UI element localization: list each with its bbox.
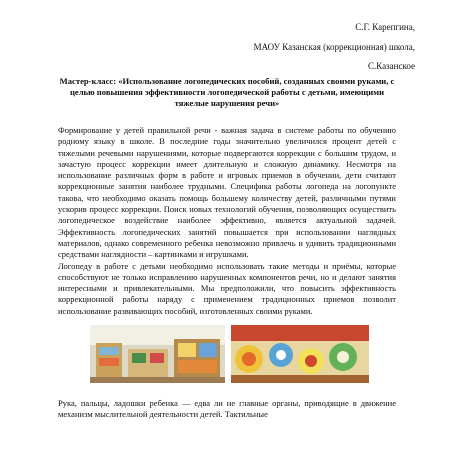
paragraph-3: Рука, пальцы, ладошки ребенка — едва ли не главные органы, приводящие в движение механизм мыслительной деятельности детей. Тактильные [58, 398, 396, 420]
author-name: С.Г. Карепгина, [355, 22, 415, 32]
paragraph-1: Формирование у детей правильной речи - важная задача в системе работы по обучению родному языку в школе. В последние годы значительно увеличился процент детей с тяжелыми речевыми нарушениями, которые подвергаются коррекции с большим трудом, и зачастую процесс коррекции имеет длительную и сложную динамику. Несмотря на использование различных форм в работе и игровых приемов в обучении, дети считают коррекционные занятия наиболее трудными. Специфика работы логопеда на логопункте такова, что необходимо оказать помощь большему количеству детей, различными путями ускорив процесс коррекции. Поиск новых технологий обучения, позволяющих осуществить логопедическое воздействие наиболее эффективно, является актуальной задачей. Эффективность логопедических занятий повышается при использовании наглядных материалов, однако современного ребенка невозможно привлечь и удивить традиционными средствами наглядности – картинками и игрушками. [58, 125, 396, 260]
paragraph-intro [58, 125, 396, 317]
author-city: С.Казанское [367, 61, 415, 71]
classroom-photo [90, 325, 225, 383]
handmade-toys-photo [231, 325, 369, 383]
paragraph-3-wrapper [58, 398, 396, 421]
paragraph-2: Логопеду в работе с детьми необходимо использовать такие методы и приёмы, которые способствуют не только исправлению нарушенных компонентов речи, но и делают занятия интересными и привлекательными. Мы предположили, что повысить эффективность коррекционной работы наряду с применением традиционных приемов позволит использование развивающих пособий, изготовленных своими руками. [58, 260, 396, 316]
document-title: Мастер-класс: «Использование логопедических пособий, созданных своими руками, с целью повышения эффективности логопедической работы с детьми, имеющими тяжелые нарушения речи» [59, 76, 395, 108]
classroom-photo-image [90, 325, 225, 383]
author-organization: МАОУ Казанская (коррекционная) школа, [253, 42, 415, 52]
handmade-toys-photo-image [231, 325, 369, 383]
photo-strip [90, 325, 370, 383]
